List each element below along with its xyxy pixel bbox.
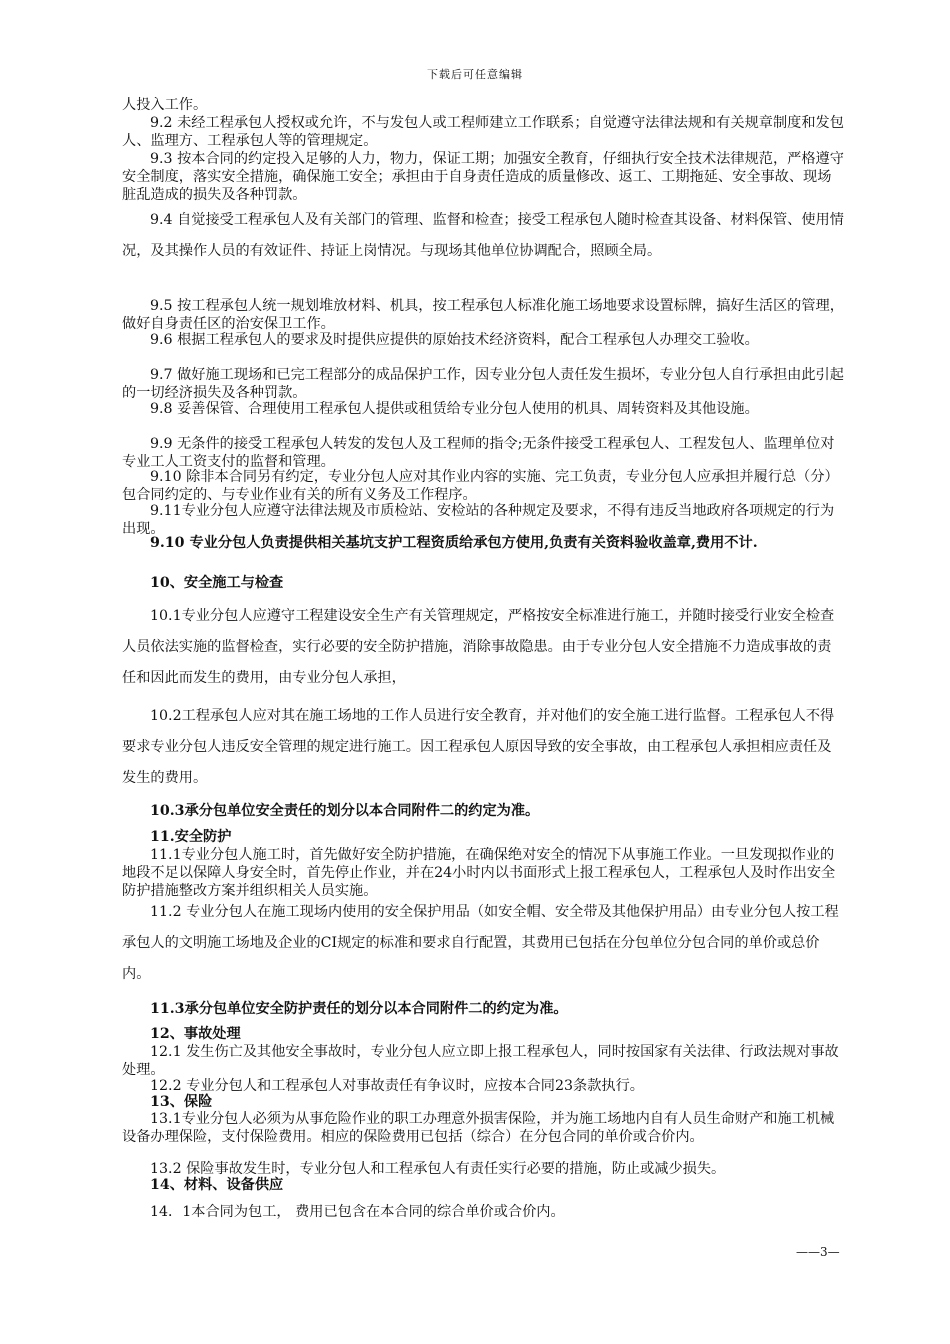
paragraph: 9.7 做好施工现场和已完工程部分的成品保护工作，因专业分包人责任发生损坏，专业分包人自行承担由此引起的一切经济损失及各种罚款。 <box>122 367 844 401</box>
paragraph: 11.1专业分包人施工时，首先做好安全防护措施，在确保绝对安全的情况下从事施工作业。一旦发现拟作业的地段不足以保障人身安全时，首先停止作业，并在24小时内以书面形式上报工程承包人，工程承包人及时作出安全防护措施整改方案并组织相关人员实施。 <box>122 847 836 899</box>
section-heading: 14、材料、设备供应 <box>150 1177 284 1193</box>
paragraph-bold: 9.10 专业分包人负责提供相关基坑支护工程资质给承包方使用,负责有关资料验收盖章,费用不计. <box>150 535 758 551</box>
paragraph: 14．1本合同为包工， 费用已包含在本合同的综合单价或合价内。 <box>150 1204 565 1220</box>
section-heading: 12、事故处理 <box>150 1026 241 1042</box>
paragraph: 9.6 根据工程承包人的要求及时提供应提供的原始技术经济资料，配合工程承包人办理交工验收。 <box>150 332 759 348</box>
paragraph-bold: 10.3承分包单位安全责任的划分以本合同附件二的约定为准。 <box>150 803 540 819</box>
paragraph: 9.5 按工程承包人统一规划堆放材料、机具，按工程承包人标准化施工场地要求设置标牌，搞好生活区的管理，做好自身责任区的治安保卫工作。 <box>122 298 844 332</box>
paragraph: 13.1专业分包人必须为从事危险作业的职工办理意外损害保险，并为施工场地内自有人员生命财产和施工机械设备办理保险，支付保险费用。相应的保险费用已包括（综合）在分包合同的单价或合价内。 <box>122 1111 835 1145</box>
paragraph: 13.2 保险事故发生时，专业分包人和工程承包人有责任实行必要的措施，防止或减少损失。 <box>150 1161 726 1177</box>
paragraph: 12.2 专业分包人和工程承包人对事故责任有争议时，应按本合同23条款执行。 <box>150 1078 644 1094</box>
paragraph: 10.1专业分包人应遵守工程建设安全生产有关管理规定，严格按安全标准进行施工，并随时接受行业安全检查人员依法实施的监督检查，实行必要的安全防护措施，消除事故隐患。由于专业分包人安全措施不力造成事故的责任和因此而发生的费用，由专业分包人承担， <box>122 608 835 686</box>
section-heading: 10、安全施工与检查 <box>150 575 284 591</box>
page-header: 下载后可任意编辑 <box>427 68 523 81</box>
paragraph: 12.1 发生伤亡及其他安全事故时，专业分包人应立即上报工程承包人，同时按国家有关法律、行政法规对事故处理。 <box>122 1044 839 1078</box>
paragraph: 9.2 未经工程承包人授权或允许，不与发包人或工程师建立工作联系；自觉遵守法律法规和有关规章制度和发包人、监理方、工程承包人等的管理规定。 <box>122 115 844 149</box>
page-number: ——3— <box>796 1245 840 1259</box>
paragraph: 人投入工作。 <box>122 97 208 113</box>
paragraph-bold: 11.3承分包单位安全防护责任的划分以本合同附件二的约定为准。 <box>150 1001 568 1017</box>
paragraph: 9.11专业分包人应遵守法律法规及市质检站、安检站的各种规定及要求，不得有违反当地政府各项规定的行为出现。 <box>122 503 835 537</box>
paragraph: 10.2工程承包人应对其在施工场地的工作人员进行安全教育，并对他们的安全施工进行监督。工程承包人不得要求专业分包人违反安全管理的规定进行施工。因工程承包人原因导致的安全事故，由工程承包人承担相应责任及发生的费用。 <box>122 708 835 786</box>
section-heading: 13、保险 <box>150 1094 213 1110</box>
paragraph: 9.4 自觉接受工程承包人及有关部门的管理、监督和检查；接受工程承包人随时检查其设备、材料保管、使用情况，及其操作人员的有效证件、持证上岗情况。与现场其他单位协调配合，照顾全局。 <box>122 212 844 259</box>
paragraph: 9.3 按本合同的约定投入足够的人力，物力，保证工期；加强安全教育，仔细执行安全技术法律规范，严格遵守安全制度，落实安全措施，确保施工安全；承担由于自身责任造成的质量修改、返工、工期拖延、安全事故、现场脏乱造成的损失及各种罚款。 <box>122 151 844 203</box>
paragraph: 9.8 妥善保管、合理使用工程承包人提供或租赁给专业分包人使用的机具、周转资料及其他设施。 <box>150 401 759 417</box>
paragraph: 11.2 专业分包人在施工现场内使用的安全保护用品（如安全帽、安全带及其他保护用品）由专业分包人按工程承包人的文明施工场地及企业的CI规定的标准和要求自行配置，其费用已包括在分包单位分包合同的单价或总价内。 <box>122 904 839 982</box>
paragraph: 9.10 除非本合同另有约定，专业分包人应对其作业内容的实施、完工负责，专业分包人应承担并履行总（分）包合同约定的、与专业作业有关的所有义务及工作程序。 <box>122 469 839 503</box>
paragraph: 9.9 无条件的接受工程承包人转发的发包人及工程师的指令;无条件接受工程承包人、工程发包人、监理单位对专业工人工资支付的监督和管理。 <box>122 436 835 470</box>
section-heading: 11.安全防护 <box>150 829 232 845</box>
